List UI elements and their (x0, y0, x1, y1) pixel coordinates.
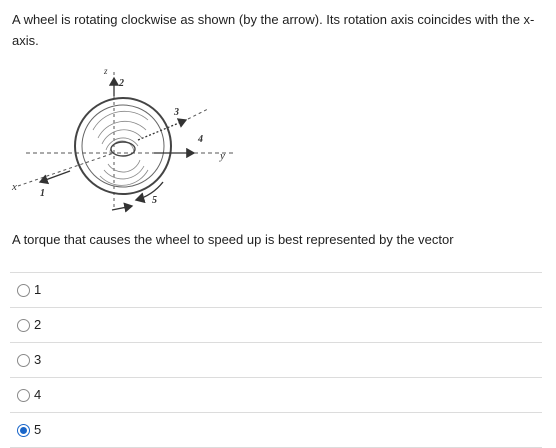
wheel-grain (93, 111, 148, 185)
vector-3-arrow (138, 120, 186, 140)
question-text: A wheel is rotating clockwise as shown (by the arrow). Its rotation axis coincides with the x-axis. (12, 12, 535, 48)
axis-label-x: x (12, 181, 17, 193)
option-1[interactable] (10, 272, 542, 308)
option-3-label[interactable]: 3 (34, 352, 42, 367)
option-3-radio[interactable] (17, 354, 30, 367)
option-1-radio[interactable] (17, 284, 30, 297)
option-5[interactable] (10, 413, 542, 448)
option-4-radio[interactable] (17, 389, 30, 402)
option-1-label[interactable]: 1 (34, 282, 42, 297)
axis-label-z: z (104, 66, 108, 76)
option-5-label[interactable]: 5 (34, 422, 42, 437)
answer-options (10, 272, 542, 448)
vector-1-arrow (40, 171, 70, 182)
vector-5-arrow (112, 206, 132, 210)
option-2[interactable] (10, 308, 542, 343)
axis-label-y: y (220, 150, 225, 162)
vector-label-4: 4 (198, 134, 203, 145)
option-4[interactable] (10, 378, 542, 413)
vector-label-2: 2 (119, 78, 124, 89)
option-5-radio[interactable] (17, 424, 30, 437)
vector-label-3: 3 (174, 107, 179, 118)
option-3[interactable] (10, 343, 542, 378)
option-4-label[interactable]: 4 (34, 387, 42, 402)
prompt-text: A torque that causes the wheel to speed up is best represented by the vector (12, 232, 454, 247)
wheel-rim-outer (75, 98, 171, 194)
wheel-rim-inner (82, 105, 164, 187)
option-2-label[interactable]: 2 (34, 317, 42, 332)
option-2-radio[interactable] (17, 319, 30, 332)
vector-3-extension (188, 109, 208, 119)
vector-label-1: 1 (40, 188, 45, 199)
x-axis-line (18, 153, 114, 186)
wheel-hub (111, 142, 135, 156)
vector-label-5: 5 (152, 195, 157, 206)
wheel-diagram (8, 60, 268, 220)
